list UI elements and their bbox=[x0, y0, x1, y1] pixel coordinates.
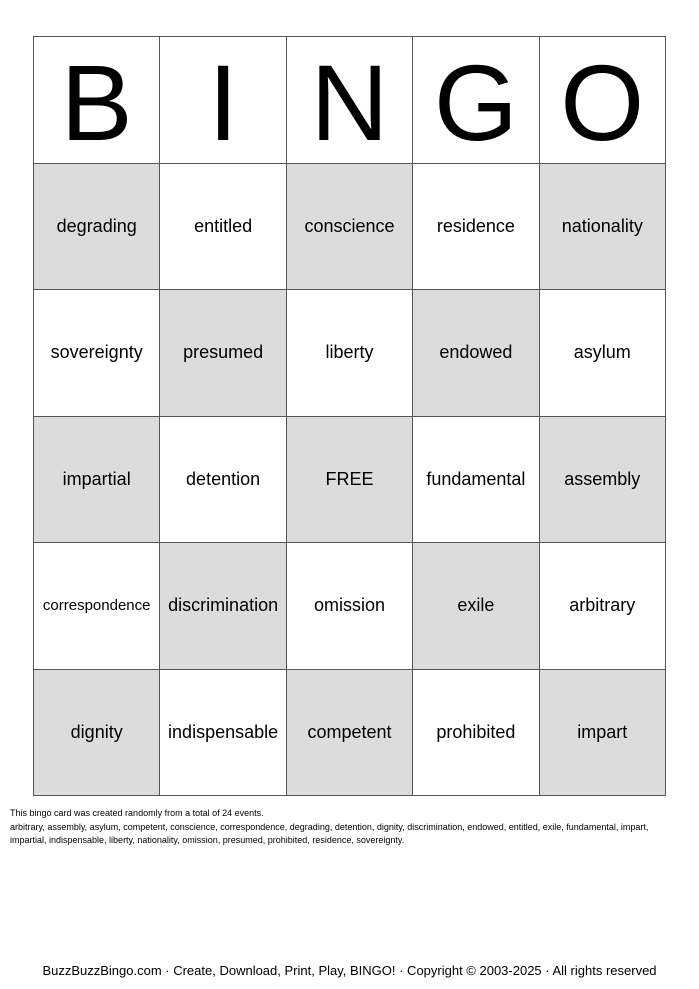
bingo-cell: conscience bbox=[287, 164, 413, 291]
bingo-cell: assembly bbox=[540, 417, 666, 544]
bingo-cell: exile bbox=[413, 543, 539, 670]
bingo-cell: detention bbox=[160, 417, 286, 544]
bingo-cell: prohibited bbox=[413, 670, 539, 797]
info-word-list-line-1: arbitrary, assembly, asylum, competent, conscience, correspondence, degrading, detention, dignity, discrimination, endowed, entitled, exile, fundamental, impart, bbox=[10, 821, 649, 832]
bingo-cell: fundamental bbox=[413, 417, 539, 544]
bingo-cell: dignity bbox=[34, 670, 160, 797]
bingo-cell: arbitrary bbox=[540, 543, 666, 670]
header-letter-n: N bbox=[287, 37, 413, 164]
card-info bbox=[10, 807, 692, 848]
bingo-cell: indispensable bbox=[160, 670, 286, 797]
info-summary: This bingo card was created randomly from a total of 24 events. bbox=[10, 808, 264, 818]
free-space-cell: FREE bbox=[287, 417, 413, 544]
bingo-cell: competent bbox=[287, 670, 413, 797]
bingo-cell: omission bbox=[287, 543, 413, 670]
bingo-cell: sovereignty bbox=[34, 290, 160, 417]
bingo-cell: discrimination bbox=[160, 543, 286, 670]
bingo-cell: liberty bbox=[287, 290, 413, 417]
footer-copyright: BuzzBuzzBingo.com · Create, Download, Print, Play, BINGO! · Copyright © 2003-2025 · All rights reserved bbox=[42, 963, 657, 978]
bingo-cell: presumed bbox=[160, 290, 286, 417]
bingo-cell: impart bbox=[540, 670, 666, 797]
bingo-cell: impartial bbox=[34, 417, 160, 544]
bingo-cell: correspondence bbox=[34, 543, 160, 670]
bingo-cell: endowed bbox=[413, 290, 539, 417]
bingo-cell: degrading bbox=[34, 164, 160, 291]
header-letter-g: G bbox=[413, 37, 539, 164]
bingo-card bbox=[33, 36, 666, 796]
header-letter-b: B bbox=[34, 37, 160, 164]
info-word-list-line-2: impartial, indispensable, liberty, nationality, omission, presumed, prohibited, residence, sovereignty. bbox=[10, 835, 405, 845]
bingo-cell: nationality bbox=[540, 164, 666, 291]
bingo-cell: residence bbox=[413, 164, 539, 291]
bingo-cell: asylum bbox=[540, 290, 666, 417]
bingo-cell: entitled bbox=[160, 164, 286, 291]
header-letter-o: O bbox=[540, 37, 666, 164]
header-letter-i: I bbox=[160, 37, 286, 164]
